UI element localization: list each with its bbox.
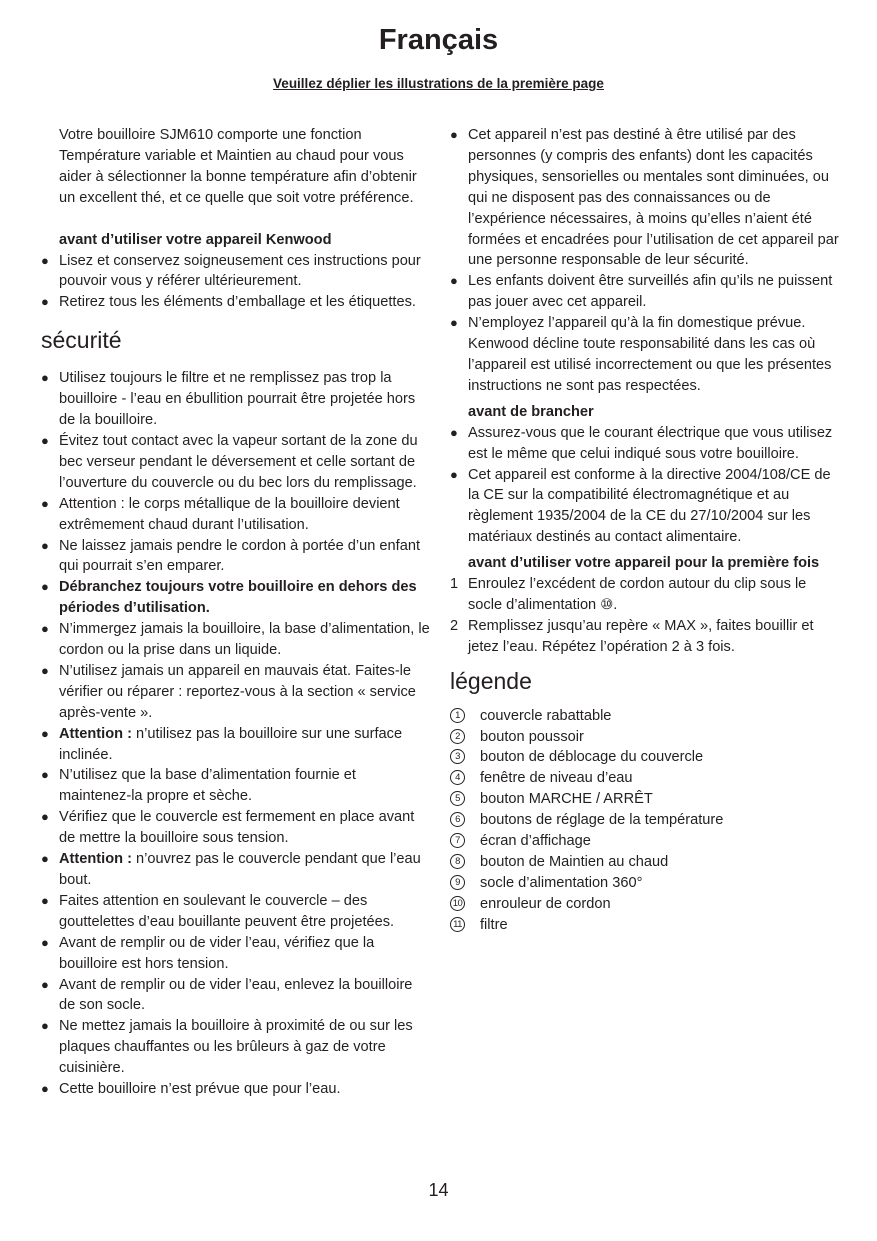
circled-number: 2: [450, 729, 465, 744]
circled-number: 10: [450, 896, 465, 911]
list-item: ● Cet appareil n’est pas destiné à être utilisé par des personnes (y compris des enfants) dont les capacités physiques, sensorielles ou mentales sont diminuées, ou qui ne disposent pas des connaissances ou de l’expérience nécessaires, à moins qu’elles n’aient été formées et encadrées pour l’utilisation de cet appareil par une personne responsable de leur sécurité.: [450, 127, 839, 269]
bullet-icon: ●: [41, 851, 49, 867]
before-plugging-list: [450, 423, 842, 548]
first-use-heading: avant d’utiliser votre appareil pour la première fois: [468, 555, 820, 572]
legend-item: 1 couvercle rabattable: [450, 706, 842, 727]
list-item: ● Débranchez toujours votre bouilloire en dehors des périodes d’utilisation.: [41, 579, 417, 617]
bullet-icon: ●: [41, 892, 49, 908]
list-item: ● Cet appareil est conforme à la directive 2004/108/CE de la CE sur la compatibilité électromagnétique et au règlement 1935/2004 de la CE du 27/10/2004 sur les matériaux destinés au contact alimentaire.: [450, 466, 831, 546]
safety-list-continued: [450, 125, 842, 397]
list-item: ● Attention : n’ouvrez pas le couvercle pendant que l’eau bout.: [41, 851, 421, 888]
legend-item: 7 écran d’affichage: [450, 831, 842, 852]
list-item: ● N’employez l’appareil qu’à la fin domestique prévue. Kenwood décline toute responsabilité dans les cas où l’appareil est utilisé incorrectement ou que les présentes instructions ne sont pas respectées.: [450, 315, 832, 394]
circled-number: 9: [450, 875, 465, 890]
legend-item: 11 filtre: [450, 915, 842, 936]
list-item: ● Lisez et conservez soigneusement ces instructions pour pouvoir vous y référer ultérieurement.: [41, 252, 421, 290]
bullet-icon: ●: [41, 662, 49, 678]
bullet-icon: ●: [41, 370, 49, 386]
circled-number: 7: [450, 833, 465, 848]
page-title: Français: [378, 24, 499, 56]
circled-number: 6: [450, 812, 465, 827]
list-item: ● N’immergez jamais la bouilloire, la base d’alimentation, le cordon ou la prise dans un liquide.: [41, 621, 430, 659]
bullet-icon: ●: [450, 127, 458, 142]
legend-heading: légende: [450, 667, 532, 694]
circled-number: 5: [450, 791, 465, 806]
bullet-icon: ●: [41, 934, 49, 950]
legend-item: 8 bouton de Maintien au chaud: [450, 852, 842, 873]
bullet-icon: ●: [41, 621, 49, 637]
page-number: 14: [428, 1180, 449, 1200]
bullet-icon: ●: [41, 579, 49, 595]
list-item: ● Retirez tous les éléments d’emballage et les étiquettes.: [41, 292, 431, 313]
list-item: ● Utilisez toujours le filtre et ne remplissez pas trop la bouilloire - l’eau en ébullition pourrait être projetée hors de la bouilloire.: [41, 370, 416, 429]
before-use-list: [41, 251, 431, 314]
bullet-icon: ●: [450, 424, 458, 440]
legend-item: 3 bouton de déblocage du couvercle: [450, 747, 842, 768]
list-item: ● Attention : le corps métallique de la bouilloire devient extrêmement chaud durant l’utilisation.: [41, 495, 400, 533]
circled-number: 1: [450, 708, 465, 723]
safety-heading: sécurité: [41, 327, 122, 354]
legend-item: 5 bouton MARCHE / ARRÊT: [450, 789, 842, 810]
list-item: ● Attention : n’utilisez pas la bouilloire sur une surface inclinée.: [41, 725, 403, 763]
legend-item: 2 bouton poussoir: [450, 727, 842, 748]
circled-number: 11: [450, 917, 465, 932]
list-item: ● N’utilisez jamais un appareil en mauvais état. Faites-le vérifier ou réparer : reportez-vous à la section « service après-vente ».: [41, 662, 416, 721]
circled-number: 4: [450, 770, 465, 785]
bullet-icon: ●: [41, 976, 49, 992]
intro-paragraph: Votre bouilloire SJM610 comporte une fonction Température variable et Maintien au chaud pour vous aider à sélectionner la bonne température afin d’obtenir un excellent thé, et ce quelle que soit votre préférence.: [59, 127, 417, 206]
legend-item: 9 socle d’alimentation 360°: [450, 873, 842, 894]
legend-item: 10 enrouleur de cordon: [450, 894, 842, 915]
list-item: ● Vérifiez que le couvercle est fermement en place avant de mettre la bouilloire sous tension.: [41, 809, 415, 847]
list-item: ● Avant de remplir ou de vider l’eau, vérifiez que la bouilloire est hors tension.: [41, 934, 375, 972]
legend-list: [450, 706, 842, 936]
before-plugging-heading: avant de brancher: [468, 403, 594, 420]
list-item: ● Ne laissez jamais pendre le cordon à portée d’un enfant qui pourrait s’en emparer.: [41, 537, 421, 575]
list-item: ● Les enfants doivent être surveillés afin qu’ils ne puissent pas jouer avec cet appareil.: [450, 273, 833, 311]
fold-out-notice: Veuillez déplier les illustrations de la première page: [273, 76, 604, 91]
safety-list: [41, 368, 431, 1100]
legend-item: 4 fenêtre de niveau d’eau: [450, 768, 842, 789]
list-item: ● Évitez tout contact avec la vapeur sortant de la zone du bec verseur pendant le déversement et celle sortant de l’ouverture du couvercle ou du bec lors du remplissage.: [41, 432, 418, 491]
bullet-icon: ●: [450, 315, 458, 331]
bullet-icon: ●: [41, 252, 49, 268]
list-item: ● Ne mettez jamais la bouilloire à proximité de ou sur les plaques chauffantes ou les brûleurs à gaz de votre cuisinière.: [41, 1018, 413, 1077]
first-use-steps: [450, 574, 842, 658]
list-item: ● Assurez-vous que le courant électrique que vous utilisez est le même que celui indiqué sous votre bouilloire.: [450, 424, 833, 462]
bullet-icon: ●: [41, 767, 49, 783]
step-item: 1 Enroulez l’excédent de cordon autour du clip sous le socle d’alimentation ⑩.: [450, 576, 807, 613]
bullet-icon: ●: [41, 537, 49, 553]
left-column: [41, 125, 431, 1100]
bullet-icon: ●: [450, 466, 458, 482]
right-column: [450, 125, 842, 936]
list-item: ● Cette bouilloire n’est prévue que pour l’eau.: [41, 1079, 431, 1100]
bullet-icon: ●: [41, 1081, 49, 1097]
list-item: ● Avant de remplir ou de vider l’eau, enlevez la bouilloire de son socle.: [41, 976, 413, 1014]
bullet-icon: ●: [41, 432, 49, 448]
bullet-icon: ●: [41, 725, 49, 741]
bullet-icon: ●: [41, 495, 49, 511]
bullet-icon: ●: [41, 1018, 49, 1034]
circled-number: 3: [450, 749, 465, 764]
step-item: 2 Remplissez jusqu’au repère « MAX », faites bouillir et jetez l’eau. Répétez l’opération 2 à 3 fois.: [450, 617, 814, 655]
circled-number: 8: [450, 854, 465, 869]
bullet-icon: ●: [450, 273, 458, 289]
list-item: ● N’utilisez que la base d’alimentation fournie et maintenez-la propre et sèche.: [41, 767, 356, 805]
legend-item: 6 boutons de réglage de la température: [450, 810, 842, 831]
before-use-heading: avant d’utiliser votre appareil Kenwood: [59, 231, 332, 248]
bullet-icon: ●: [41, 809, 49, 825]
list-item: ● Faites attention en soulevant le couvercle – des gouttelettes d’eau bouillante peuvent être projetées.: [41, 892, 395, 930]
bullet-icon: ●: [41, 294, 49, 310]
